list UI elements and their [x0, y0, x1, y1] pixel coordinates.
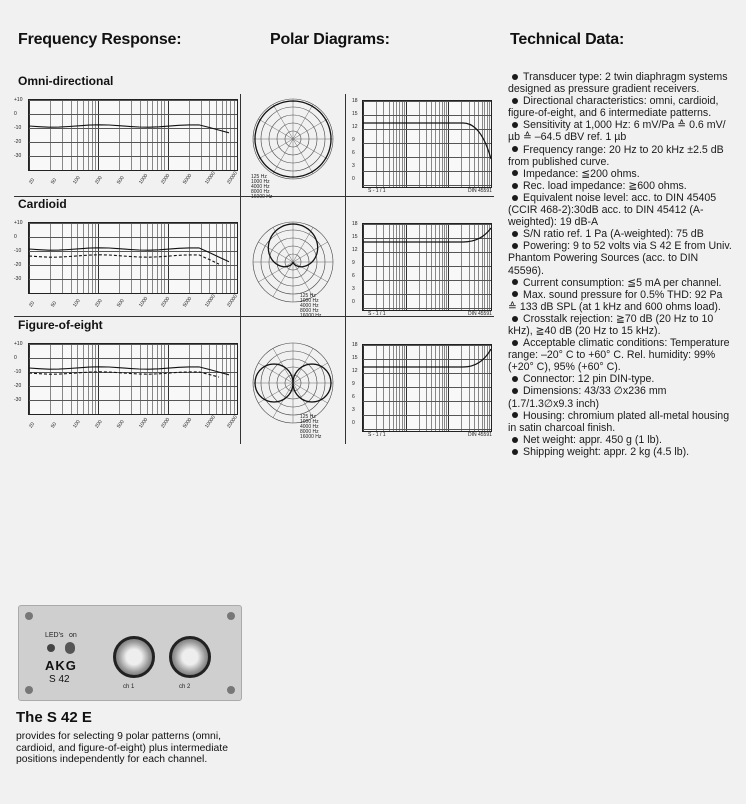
- x-tick-label: 2000: [160, 416, 172, 430]
- rear-response-line: [29, 372, 219, 377]
- tech-item: [508, 71, 734, 95]
- secondary-footer: S - 1 / 1: [368, 432, 386, 438]
- secondary-y-tick: 12: [352, 124, 358, 130]
- tech-item-text: Sensitivity at 1,000 Hz: 6 mV/Pa ≙ 0.6 mV/µb ≙ –64.5 dBV ref. 1 µb: [508, 119, 726, 144]
- polar-legend-item: 1000 Hz: [300, 419, 319, 425]
- secondary-chart-0: [362, 100, 492, 188]
- tech-item: [508, 289, 734, 313]
- tech-item: [508, 434, 734, 446]
- bullet-icon: [512, 231, 518, 237]
- response-curve: [29, 344, 237, 414]
- y-tick-label: +10: [14, 220, 23, 226]
- x-tick-label: 20: [28, 421, 37, 430]
- x-tick-label: 10000: [204, 414, 217, 430]
- tech-item: [508, 192, 734, 228]
- secondary-y-tick: 15: [352, 355, 358, 361]
- secondary-curve: [363, 224, 491, 310]
- bullet-icon: [512, 74, 518, 80]
- tech-item: [508, 168, 734, 180]
- secondary-y-tick: 3: [352, 286, 355, 292]
- tech-item-text: Current consumption: ≦5 mA per channel.: [523, 276, 722, 289]
- x-tick-label: 200: [94, 175, 104, 186]
- channel-1-pattern-knob[interactable]: [113, 636, 155, 678]
- pattern-label-0: Omni-directional: [18, 74, 114, 88]
- x-tick-label: 200: [94, 419, 104, 430]
- tech-item-text: Net weight: appr. 450 g (1 lb).: [523, 433, 662, 446]
- tech-item-text: Housing: chromium plated all-metal housing in satin charcoal finish.: [508, 409, 730, 434]
- secondary-y-tick: 15: [352, 111, 358, 117]
- x-tick-label: 2000: [160, 295, 172, 309]
- secondary-y-tick: 0: [352, 299, 355, 305]
- bullet-icon: [512, 388, 518, 394]
- tech-item-text: Shipping weight: appr. 2 kg (4.5 lb).: [523, 445, 690, 458]
- ch1-label: ch 1: [123, 684, 135, 690]
- pattern-label-2: Figure-of-eight: [18, 318, 103, 332]
- tech-item-text: Connector: 12 pin DIN-type.: [523, 373, 655, 386]
- x-tick-label: 100: [72, 298, 82, 309]
- bullet-icon: [512, 437, 518, 443]
- bullet-icon: [512, 340, 518, 346]
- secondary-y-tick: 6: [352, 150, 355, 156]
- section-divider: [345, 94, 346, 444]
- secondary-chart-1: [362, 223, 492, 311]
- akg-logo: AKG: [45, 658, 77, 673]
- polar-legend-item: 1000 Hz: [251, 179, 270, 185]
- model-label: S 42: [49, 674, 70, 685]
- tech-item-text: Rec. load impedance: ≧600 ohms.: [523, 179, 687, 192]
- bullet-icon: [512, 376, 518, 382]
- secondary-y-tick: 3: [352, 163, 355, 169]
- y-tick-label: +10: [14, 341, 23, 347]
- bullet-icon: [512, 412, 518, 418]
- y-tick-label: -20: [14, 383, 22, 389]
- secondary-y-tick: 9: [352, 381, 355, 387]
- led-label: LED's: [45, 632, 64, 639]
- tech-item: [508, 446, 734, 458]
- bullet-icon: [512, 291, 518, 297]
- x-tick-label: 1000: [138, 416, 150, 430]
- response-line: [29, 125, 229, 133]
- technical-data-heading: Technical Data:: [510, 31, 625, 48]
- x-tick-label: 20000: [226, 170, 239, 186]
- secondary-y-tick: 18: [352, 342, 358, 348]
- y-tick-label: -10: [14, 125, 22, 131]
- secondary-y-tick: 15: [352, 234, 358, 240]
- polar-legend-item: 4000 Hz: [300, 424, 319, 430]
- frequency-response-chart-1: [28, 222, 238, 294]
- x-tick-label: 200: [94, 298, 104, 309]
- tech-item-text: Transducer type: 2 twin diaphragm systems designed as pressure gradient receivers.: [508, 71, 728, 96]
- polar-legend-item: 8000 Hz: [300, 308, 319, 314]
- tech-item: [508, 410, 734, 434]
- tech-item-text: Acceptable climatic conditions: Temperature range: –20° C to +60° C. Rel. humidity: 99% (+20° C), 95% (+60° C).: [508, 337, 730, 374]
- secondary-chart-2: [362, 344, 492, 432]
- bullet-icon: [512, 195, 518, 201]
- polar-diagram-0: [250, 96, 336, 182]
- secondary-y-tick: 3: [352, 407, 355, 413]
- x-tick-label: 1000: [138, 295, 150, 309]
- tech-item: [508, 373, 734, 385]
- secondary-y-tick: 12: [352, 368, 358, 374]
- secondary-y-tick: 18: [352, 221, 358, 227]
- polar-legend-item: 4000 Hz: [300, 303, 319, 309]
- tech-item: [508, 313, 734, 337]
- polar-legend-item: 16000 Hz: [300, 313, 322, 319]
- x-tick-label: 100: [72, 175, 82, 186]
- bullet-icon: [512, 122, 518, 128]
- x-tick-label: 500: [116, 419, 126, 430]
- tech-item: [508, 385, 734, 409]
- tech-item-text: Impedance: ≦200 ohms.: [523, 167, 640, 180]
- polar-diagram-1: [250, 219, 336, 305]
- y-tick-label: 0: [14, 355, 17, 361]
- tech-item: [508, 277, 734, 289]
- y-tick-label: 0: [14, 111, 17, 117]
- tech-item-text: Dimensions: 43/33 ∅x236 mm (1.7/1.3∅x9.3 inch): [508, 385, 667, 410]
- secondary-footer: S - 1 / 1: [368, 311, 386, 317]
- tech-item: [508, 240, 734, 276]
- secondary-y-tick: 6: [352, 394, 355, 400]
- secondary-y-tick: 9: [352, 137, 355, 143]
- secondary-curve: [363, 101, 491, 187]
- polar-legend-item: 16000 Hz: [300, 434, 322, 440]
- polar-diagram-2: [250, 340, 336, 426]
- x-tick-label: 10000: [204, 293, 217, 309]
- x-tick-label: 500: [116, 298, 126, 309]
- bullet-icon: [512, 170, 518, 176]
- caption-text: provides for selecting 9 polar patterns (omni, cardioid, and figure-of-eight) plus intermediate positions independently for each channel.: [16, 731, 228, 766]
- y-tick-label: +10: [14, 97, 23, 103]
- on-label: on: [69, 632, 77, 639]
- polar-legend-item: 16000 Hz: [251, 194, 273, 200]
- y-tick-label: -30: [14, 397, 22, 403]
- tech-item-text: S/N ratio ref. 1 Pa (A-weighted): 75 dB: [523, 228, 704, 241]
- response-curve: [29, 100, 237, 170]
- secondary-y-tick: 9: [352, 260, 355, 266]
- y-tick-label: -20: [14, 262, 22, 268]
- section-divider: [240, 94, 241, 444]
- bullet-icon: [512, 243, 518, 249]
- secondary-y-tick: 0: [352, 420, 355, 426]
- chart-id-label: DIN 45591: [468, 188, 492, 194]
- secondary-curve: [363, 345, 491, 431]
- x-tick-label: 50: [50, 177, 59, 186]
- tech-item-text: Powering: 9 to 52 volts via S 42 E from Univ. Phantom Powering Sources (acc. to DIN 45596).: [508, 240, 732, 277]
- caption-title: The S 42 E: [16, 709, 92, 726]
- bullet-icon: [512, 449, 518, 455]
- x-tick-label: 2000: [160, 172, 172, 186]
- polar-legend-item: 8000 Hz: [251, 189, 270, 195]
- polar-legend-item: 8000 Hz: [300, 429, 319, 435]
- x-tick-label: 20000: [226, 293, 239, 309]
- s42e-device-image: [18, 605, 242, 701]
- x-tick-label: 5000: [182, 172, 194, 186]
- y-tick-label: -30: [14, 276, 22, 282]
- tech-item: [508, 337, 734, 373]
- y-tick-label: -30: [14, 153, 22, 159]
- bullet-icon: [512, 146, 518, 152]
- tech-item: [508, 144, 734, 168]
- tech-item: [508, 180, 734, 192]
- bullet-icon: [512, 98, 518, 104]
- tech-item: [508, 119, 734, 143]
- y-tick-label: -10: [14, 248, 22, 254]
- polar-legend-item: 125 Hz: [251, 174, 267, 180]
- secondary-line: [363, 349, 491, 367]
- secondary-line: [363, 123, 491, 159]
- secondary-y-tick: 6: [352, 273, 355, 279]
- response-curve: [29, 223, 237, 293]
- polar-diagrams-heading: Polar Diagrams:: [270, 31, 390, 48]
- polar-legend-item: 125 Hz: [300, 293, 316, 299]
- x-tick-label: 20000: [226, 414, 239, 430]
- x-tick-label: 50: [50, 300, 59, 309]
- chart-id-label: DIN 45591: [468, 311, 492, 317]
- bullet-icon: [512, 316, 518, 322]
- rear-response-line: [29, 255, 219, 264]
- frequency-response-heading: Frequency Response:: [18, 31, 182, 48]
- secondary-y-tick: 12: [352, 247, 358, 253]
- x-tick-label: 50: [50, 421, 59, 430]
- led-indicator: [47, 644, 55, 652]
- frequency-response-chart-2: [28, 343, 238, 415]
- y-tick-label: -10: [14, 369, 22, 375]
- tech-item-text: Crosstalk rejection: ≧70 dB (20 Hz to 10 kHz), ≧40 dB (20 Hz to 15 kHz).: [508, 312, 714, 337]
- polar-legend-item: 4000 Hz: [251, 184, 270, 190]
- led-switch[interactable]: [65, 642, 75, 654]
- frequency-response-chart-0: [28, 99, 238, 171]
- tech-item-text: Frequency range: 20 Hz to 20 kHz ±2.5 dB from published curve.: [508, 143, 724, 168]
- ch2-label: ch 2: [179, 684, 191, 690]
- tech-item-text: Max. sound pressure for 0.5% THD: 92 Pa ≙ 133 dB SPL (at 1 kHz and 600 ohms load).: [508, 288, 723, 313]
- secondary-footer: S - 1 / 1: [368, 188, 386, 194]
- x-tick-label: 10000: [204, 170, 217, 186]
- x-tick-label: 5000: [182, 295, 194, 309]
- section-divider: [14, 316, 494, 317]
- x-tick-label: 5000: [182, 416, 194, 430]
- secondary-line: [363, 228, 491, 242]
- x-tick-label: 20: [28, 300, 37, 309]
- y-tick-label: 0: [14, 234, 17, 240]
- tech-item: [508, 95, 734, 119]
- channel-2-pattern-knob[interactable]: [169, 636, 211, 678]
- tech-item-text: Directional characteristics: omni, cardioid, figure-of-eight, and 6 intermediate patterns.: [508, 95, 719, 120]
- x-tick-label: 500: [116, 175, 126, 186]
- y-tick-label: -20: [14, 139, 22, 145]
- x-tick-label: 100: [72, 419, 82, 430]
- secondary-y-tick: 18: [352, 98, 358, 104]
- tech-item-text: Equivalent noise level: acc. to DIN 45405 (CCIR 468-2):30dB acc. to DIN 45412 (A-weighted): 19 dB-A: [508, 191, 717, 229]
- bullet-icon: [512, 279, 518, 285]
- pattern-label-1: Cardioid: [18, 197, 67, 211]
- secondary-y-tick: 0: [352, 176, 355, 182]
- polar-legend-item: 1000 Hz: [300, 298, 319, 304]
- polar-legend-item: 125 Hz: [300, 414, 316, 420]
- bullet-icon: [512, 183, 518, 189]
- x-tick-label: 20: [28, 177, 37, 186]
- technical-data-list: [508, 71, 734, 458]
- x-tick-label: 1000: [138, 172, 150, 186]
- tech-item: [508, 228, 734, 240]
- chart-id-label: DIN 45591: [468, 432, 492, 438]
